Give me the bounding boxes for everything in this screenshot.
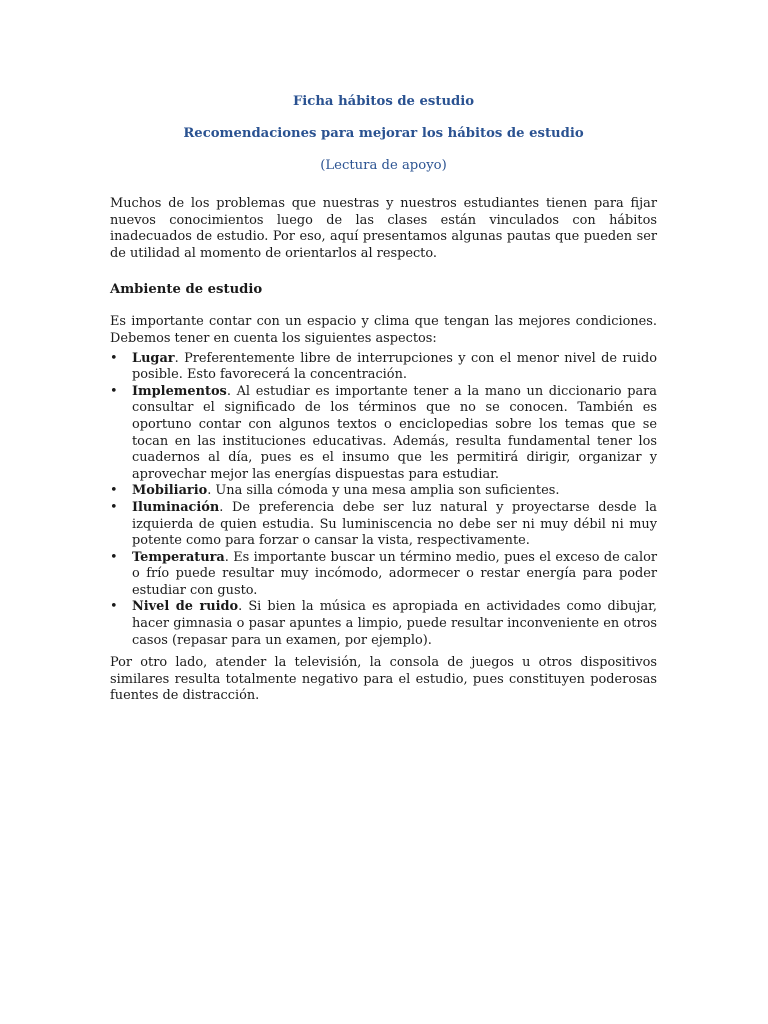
section-heading: Ambiente de estudio bbox=[110, 282, 263, 298]
list-item-mobiliario bbox=[110, 483, 657, 500]
intro-paragraph: Muchos de los problemas que nuestras y nuestros estudiantes tienen para fijar nuevos conocimientos luego de las clases están vinculados con hábitos inadecuados de estudio. Por eso, aquí presentamos algunas pautas que pueden ser de utilidad al momento de orientarlos al respecto. bbox=[110, 196, 657, 261]
list-item-nivel-de-ruido bbox=[110, 599, 657, 649]
support-reading-note: (Lectura de apoyo) bbox=[320, 158, 447, 173]
document-subtitle: Recomendaciones para mejorar los hábitos de estudio bbox=[183, 126, 584, 141]
aspect-term: Temperatura bbox=[132, 549, 225, 565]
aspect-description: . Preferentemente libre de interrupciones y con el menor nivel de ruido posible. Esto favorecerá la concentración. bbox=[132, 350, 657, 383]
closing-paragraph: Por otro lado, atender la televisión, la consola de juegos u otros dispositivos similares resulta totalmente negativo para el estudio, pues constituyen poderosas fuentes de distracción. bbox=[110, 655, 657, 704]
aspect-term: Nivel de ruido bbox=[132, 599, 239, 615]
aspect-description: . De preferencia debe ser luz natural y proyectarse desde la izquierda de quien estudia. Su luminiscencia no debe ser ni muy débil ni muy potente como para forzar o cansar la vista, respectivamente. bbox=[132, 499, 657, 549]
aspect-description: . Es importante buscar un término medio, pues el exceso de calor o frío puede resultar muy incómodo, adormecer o restar energía para poder estudiar con gusto. bbox=[132, 549, 657, 598]
list-item-lugar bbox=[110, 351, 657, 384]
aspect-description: . Si bien la música es apropiada en actividades como dibujar, hacer gimnasia o pasar apuntes a limpio, puede resultar inconveniente en otros casos (repasar para un examen, por ejemplo). bbox=[132, 599, 657, 648]
aspect-term: Mobiliario bbox=[132, 483, 208, 499]
document-title: Ficha hábitos de estudio bbox=[292, 94, 475, 109]
aspects-list bbox=[110, 351, 657, 650]
list-item-implementos bbox=[110, 384, 657, 484]
aspect-term: Iluminación bbox=[132, 499, 220, 515]
list-item-temperatura bbox=[110, 550, 657, 600]
document-page bbox=[110, 92, 657, 705]
bullet-icon: • bbox=[110, 483, 118, 499]
bullet-icon: • bbox=[110, 383, 118, 399]
bullet-icon: • bbox=[110, 549, 118, 565]
aspect-description: . Una silla cómoda y una mesa amplia son suficientes. bbox=[207, 483, 560, 499]
bullet-icon: • bbox=[110, 499, 118, 515]
aspect-description: . Al estudiar es importante tener a la mano un diccionario para consultar el significado de los términos que no se conocen. También es oportuno contar con algunos textos o enciclopedias sobre los temas que se tocan en las instituciones educativas. Además, resulta fundamental tener los cuadernos al día, pues es el insumo que les permitirá dirigir, organizar y aprovechar mejor las energías dispuestas para estudiar. bbox=[132, 383, 657, 482]
bullet-icon: • bbox=[110, 350, 118, 366]
aspect-term: Lugar bbox=[132, 350, 175, 366]
aspect-term: Implementos bbox=[132, 383, 227, 399]
bullet-icon: • bbox=[110, 599, 118, 615]
list-item-iluminacion bbox=[110, 500, 657, 550]
section-intro-paragraph: Es importante contar con un espacio y clima que tengan las mejores condiciones. Debemos tener en cuenta los siguientes aspectos: bbox=[110, 314, 657, 346]
